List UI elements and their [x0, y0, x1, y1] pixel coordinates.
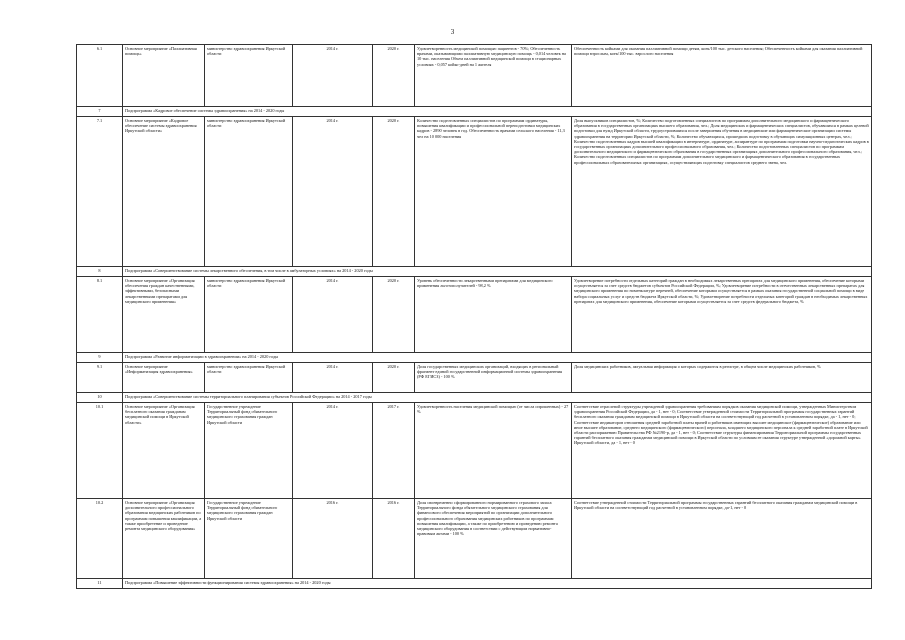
subprogram-row [77, 107, 872, 117]
subprogram-title: Подпрограмма «Совершенствование системы территориального планирования субъектов Российской Федерации» на 2014 - 2017 годы [123, 393, 872, 403]
row-number: 7 [77, 107, 123, 117]
row-number: 9.1 [77, 363, 123, 393]
activity-name: Основное мероприятие «Кадровое обеспечение системы здравоохранения Иркутской области» [123, 117, 205, 267]
start-year: 2016 г. [293, 499, 373, 579]
row-number: 10.1 [77, 403, 123, 499]
activity-row [77, 45, 872, 107]
end-year: 2020 г. [373, 45, 415, 107]
program-table [76, 44, 872, 589]
row-number: 8 [77, 267, 123, 277]
activity-row [77, 363, 872, 393]
row-number: 8.1 [77, 277, 123, 353]
start-year: 2014 г. [293, 45, 373, 107]
expected-result: Уровень обеспеченности лекарственными препаратами для медицинского применения льготополучателей - 98,2 % [415, 277, 572, 353]
row-number: 10 [77, 393, 123, 403]
expected-result: Количество подготовленных специалистов по программам ординатуры, повышения квалификации и профессиональной переподготовки медицинских кадров - 2890 человек в год. Обеспеченность врачами сельского населения - 11,3 чел на 10 000 населения [415, 117, 572, 267]
start-year: 2014 г. [293, 403, 373, 499]
subprogram-title: Подпрограмма «Развитие информатизации в здравоохранении» на 2014 - 2020 годы [123, 353, 872, 363]
activity-name: Основное мероприятие «Паллиативная помощь» [123, 45, 205, 107]
executor: министерство здравоохранения Иркутской области [205, 363, 293, 393]
target-indicators: Доля выпускников специалистов, %; Количество подготовленных специалистов по программам дополнительного медицинского и фармацевтического образования в государственных организациях высшего образования, чел.; Доля медицинских и фармацевтических специалистов, обучавшихся в рамках целевой подготовки для нужд Иркутской области, трудоустроившихся после завершения обучения в медицинские или фармацевтические организации системы здравоохранения на территории Иркутской области, %; Количество обучающихся, прошедших подготовку в обучающих симуляционных центрах, чел.; Количество подготовленных кадров высшей квалификации в интернатуре, ординатуре, аспирантуре по программам подготовки научно-педагогических кадров в государственных организациях дополнительного профессионального образования, чел.; Количество подготовленных специалистов по программам дополнительного медицинского и фармацевтического образования в государственных организациях дополнительного профессионального образования, чел.; Количество подготовленных специалистов по программам дополнительного медицинского и фармацевтического образования в государственных профессиональных образовательных организациях, осуществляющих подготовку специалистов среднего звена, чел. [572, 117, 872, 267]
row-number: 11 [77, 579, 123, 589]
executor: Государственное учреждение Территориальный фонд обязательного медицинского страхования граждан Иркутской области [205, 499, 293, 579]
target-indicators: Соответствие утвержденной стоимости Территориальной программы государственных гарантий бесплатного оказания гражданам медицинской помощи в Иркутской области на соответствующий год расчетной в установленном порядке, да-1, нет - 0 [572, 499, 872, 579]
activity-row [77, 277, 872, 353]
start-year: 2014 г. [293, 277, 373, 353]
activity-name: Основное мероприятие «Организация дополнительного профессионального образования медицинских работников по программам повышения квалификации, а также приобретение и проведение ремонта медицинского оборудования» [123, 499, 205, 579]
activity-row [77, 499, 872, 579]
row-number: 9 [77, 353, 123, 363]
activity-name: Основное мероприятие «Организация бесплатного оказания гражданам медицинской помощи в Иркутской области» [123, 403, 205, 499]
activity-name: Основное мероприятие «Информатизация здравоохранения» [123, 363, 205, 393]
row-number: 6.1 [77, 45, 123, 107]
executor: министерство здравоохранения Иркутской области [205, 117, 293, 267]
executor: министерство здравоохранения Иркутской области [205, 277, 293, 353]
row-number: 10.2 [77, 499, 123, 579]
activity-row [77, 117, 872, 267]
start-year: 2014 г. [293, 363, 373, 393]
executor: министерство здравоохранения Иркутской области [205, 45, 293, 107]
activity-row [77, 403, 872, 499]
start-year: 2014 г. [293, 117, 373, 267]
page-number: 3 [450, 28, 455, 36]
subprogram-title: Подпрограмма «Повышение эффективности функционирования системы здравоохранения» на 2014 - 2020 годы [123, 579, 872, 589]
expected-result: Доля своевременно сформированного нормированного страхового запаса Территориального фонда обязательного медицинского страхования для финансового обеспечения мероприятий по организации дополнительного профессионального образования медицинских работников по программам повышения квалификации, а также по приобретению и проведению ремонта медицинского оборудования в соответствии с действующим нормативно-правовым актами - 100 % [415, 499, 572, 579]
expected-result: Удовлетворенность медицинской помощью пациентов - 70%; Обеспеченность врачами, оказывающими паллиативную медицинскую помощь - 0,014 человек на 10 тыс. населения Объем паллиативной медицинской помощи в стационарных условиях - 0,057 койко-дней на 1 жителя [415, 45, 572, 107]
subprogram-title: Подпрограмма «Кадровое обеспечение системы здравоохранения» на 2014 - 2020 годы [123, 107, 872, 117]
subprogram-title: Подпрограмма «Совершенствование системы лекарственного обеспечения, в том числе в амбулаторных условиях» на 2014 - 2020 годы [123, 267, 872, 277]
expected-result: Удовлетворенность населения медицинской помощью (от числа опрошенных) - 27 % [415, 403, 572, 499]
subprogram-row [77, 579, 872, 589]
subprogram-row [77, 393, 872, 403]
expected-result: Доля государственных медицинских организаций, входящих в региональный фрагмент единой государственной информационной системы здравоохранения (РФ ЕГИСЗ) - 100 % [415, 363, 572, 393]
end-year: 2017 г. [373, 403, 415, 499]
target-indicators: Соответствие отраслевой структуры учреждений здравоохранения требованиям порядков оказания медицинской помощи, утвержденных Министерством здравоохранения Российской Федерации, да - 1, нет - 0; Соответствие утвержденной стоимости Территориальной программы государственных гарантий бесплатного оказания гражданам медицинской помощи в Иркутской области на соответствующий год расчетной в установленном порядке, да - 1, нет - 0; Соответствие индикаторов отношения средней заработной платы врачей и работников имеющих высшее медицинское (фармацевтическое) образование или иное высшее образование, среднего медицинского (фармацевтического) персонала, младшего медицинского персонала к средней заработной плате в Иркутской области распоряжению Правительства РФ №2190-р, да - 1, нет - 0; Соответствие структуры финансирования Территориальной программы государственных гарантий бесплатного оказания гражданам медицинской помощи в Иркутской области по условиям ее оказания структуре утвержденной «дорожной карты» Иркутской области, да - 1, нет - 0 [572, 403, 872, 499]
subprogram-row [77, 267, 872, 277]
target-indicators: Удовлетворение потребности отдельных категорий граждан в необходимых лекарственных препаратах для медицинского применения, обеспечение которыми осуществляется за счет средств бюджетов субъектов Российской Федерации, %; Удовлетворение потребности в отечественных лекарственных препаратах для медицинского применения по номенклатуре перечней, обеспечение которыми осуществляется в рамках оказания государственной социальной помощи в виде набора социальных услуг и средств бюджета Иркутской области, %; Удовлетворение потребности отдельных категорий граждан в необходимых лекарственных препаратах для медицинского применения, обеспечение которыми осуществляется за счет средств федерального бюджета, % [572, 277, 872, 353]
end-year: 2020 г. [373, 277, 415, 353]
target-indicators: Обеспеченность койками для оказания паллиативной помощи детям, коек/100 тыс. детского населения; Обеспеченность койками для оказания паллиативной помощи взрослым, коек/100 тыс. взрослого населения [572, 45, 872, 107]
executor: Государственное учреждение Территориальный фонд обязательного медицинского страхования граждан Иркутской области [205, 403, 293, 499]
end-year: 2016 г. [373, 499, 415, 579]
activity-name: Основное мероприятие «Организация обеспечения граждан качественными, эффективными, безопасными лекарственными препаратами для медицинского применения» [123, 277, 205, 353]
end-year: 2020 г. [373, 117, 415, 267]
target-indicators: Доля медицинских работников, актуальная информация о которых содержится в регистре, в общем числе медицинских работников, % [572, 363, 872, 393]
subprogram-row [77, 353, 872, 363]
row-number: 7.1 [77, 117, 123, 267]
end-year: 2020 г. [373, 363, 415, 393]
